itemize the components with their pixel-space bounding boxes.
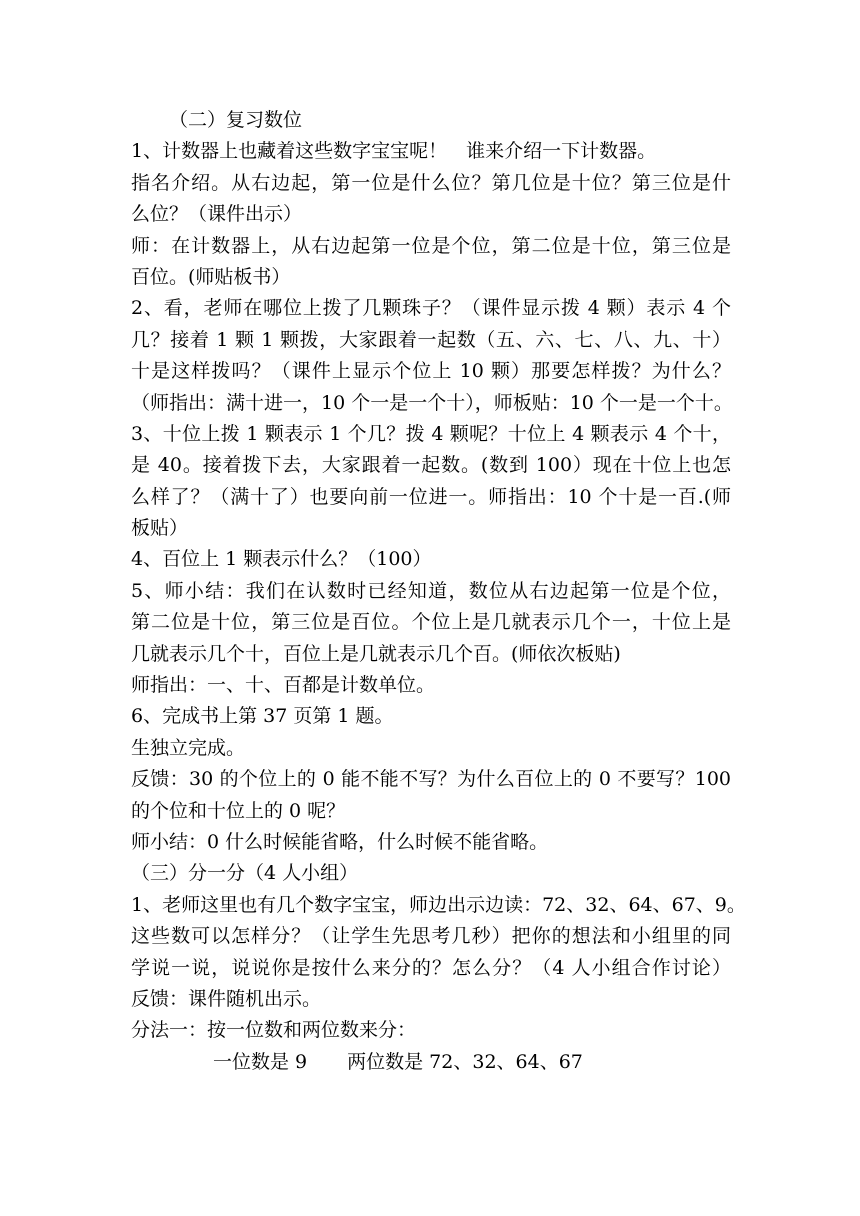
paragraph-line: 师小结：0 什么时候能省略，什么时候不能省略。 — [131, 830, 549, 853]
paragraph-line: （师指出：满十进一，10 个一是一个十），师板贴：10 个一是一个十。 — [131, 391, 733, 414]
paragraph-line: 是 40。接着拨下去，大家跟着一起数。(数到 100）现在十位上也怎 — [131, 454, 731, 477]
paragraph-line: 的个位和十位上的 0 呢？ — [131, 799, 346, 822]
paragraph-line: 么样了？（满十了）也要向前一位进一。师指出：10 个十是一百.(师 — [131, 485, 731, 508]
one-digit-result: 一位数是 9 — [213, 1050, 308, 1073]
section-heading-group-sorting: （三）分一分（4 人小组） — [131, 862, 359, 885]
paragraph-line: 几？接着 1 颗 1 颗拨，大家跟着一起数（五、六、七、八、九、十） — [131, 328, 731, 351]
paragraph-line: 指名介绍。从右边起，第一位是什么位？第几位是十位？第三位是什 — [131, 171, 731, 194]
lesson-plan-text — [131, 105, 746, 1078]
two-digit-result: 两位数是 72、32、64、67 — [347, 1050, 583, 1073]
paragraph-line: 5、师小结：我们在认数时已经知道，数位从右边起第一位是个位， — [131, 579, 731, 602]
paragraph-line: 反馈：课件随机出示。 — [131, 987, 322, 1010]
paragraph-line: 么位？（课件出示） — [131, 203, 303, 226]
paragraph-line: 6、完成书上第 37 页第 1 题。 — [131, 705, 394, 728]
paragraph-line: 百位。(师贴板书） — [131, 265, 291, 288]
paragraph-line: 生独立完成。 — [131, 736, 246, 759]
section-heading-review-place-value: （二）复习数位 — [169, 109, 303, 131]
paragraph-line: 师指出：一、十、百都是计数单位。 — [131, 674, 436, 697]
paragraph-line: 这些数可以怎样分？（让学生先思考几秒）把你的想法和小组里的同 — [131, 925, 731, 948]
paragraph-line: 2、看，老师在哪位上拨了几颗珠子？（课件显示拨 4 颗）表示 4 个 — [131, 297, 731, 320]
paragraph-line: 反馈：30 的个位上的 0 能不能不写？为什么百位上的 0 不要写？100 — [131, 768, 731, 791]
paragraph-line: 分法一：按一位数和两位数来分： — [131, 1019, 417, 1042]
paragraph-line: 十是这样拨吗？（课件上显示个位上 10 颗）那要怎样拨？为什么？ — [131, 360, 731, 383]
paragraph-line: 1、计数器上也藏着这些数字宝宝呢！ 谁来介绍一下计数器。 — [131, 140, 657, 163]
paragraph-line: 板贴） — [131, 517, 189, 540]
paragraph-line: 几就表示几个十，百位上是几就表示几个百。(师依次板贴) — [131, 642, 621, 665]
paragraph-line: 学说一说，说说你是按什么来分的？怎么分？（4 人小组合作讨论） — [131, 956, 731, 979]
paragraph-line: 第二位是十位，第三位是百位。个位上是几就表示几个一，十位上是 — [131, 611, 731, 634]
paragraph-line: 3、十位上拨 1 颗表示 1 个几？拨 4 颗呢？十位上 4 颗表示 4 个十， — [131, 422, 731, 445]
sorting-result-line — [131, 1047, 731, 1078]
paragraph-line: 4、百位上 1 颗表示什么？（100） — [131, 548, 432, 571]
paragraph-line: 师：在计数器上，从右边起第一位是个位，第二位是十位，第三位是 — [131, 234, 731, 257]
paragraph-line: 1、老师这里也有几个数字宝宝，师边出示边读：72、32、64、67、9。 — [131, 893, 746, 916]
